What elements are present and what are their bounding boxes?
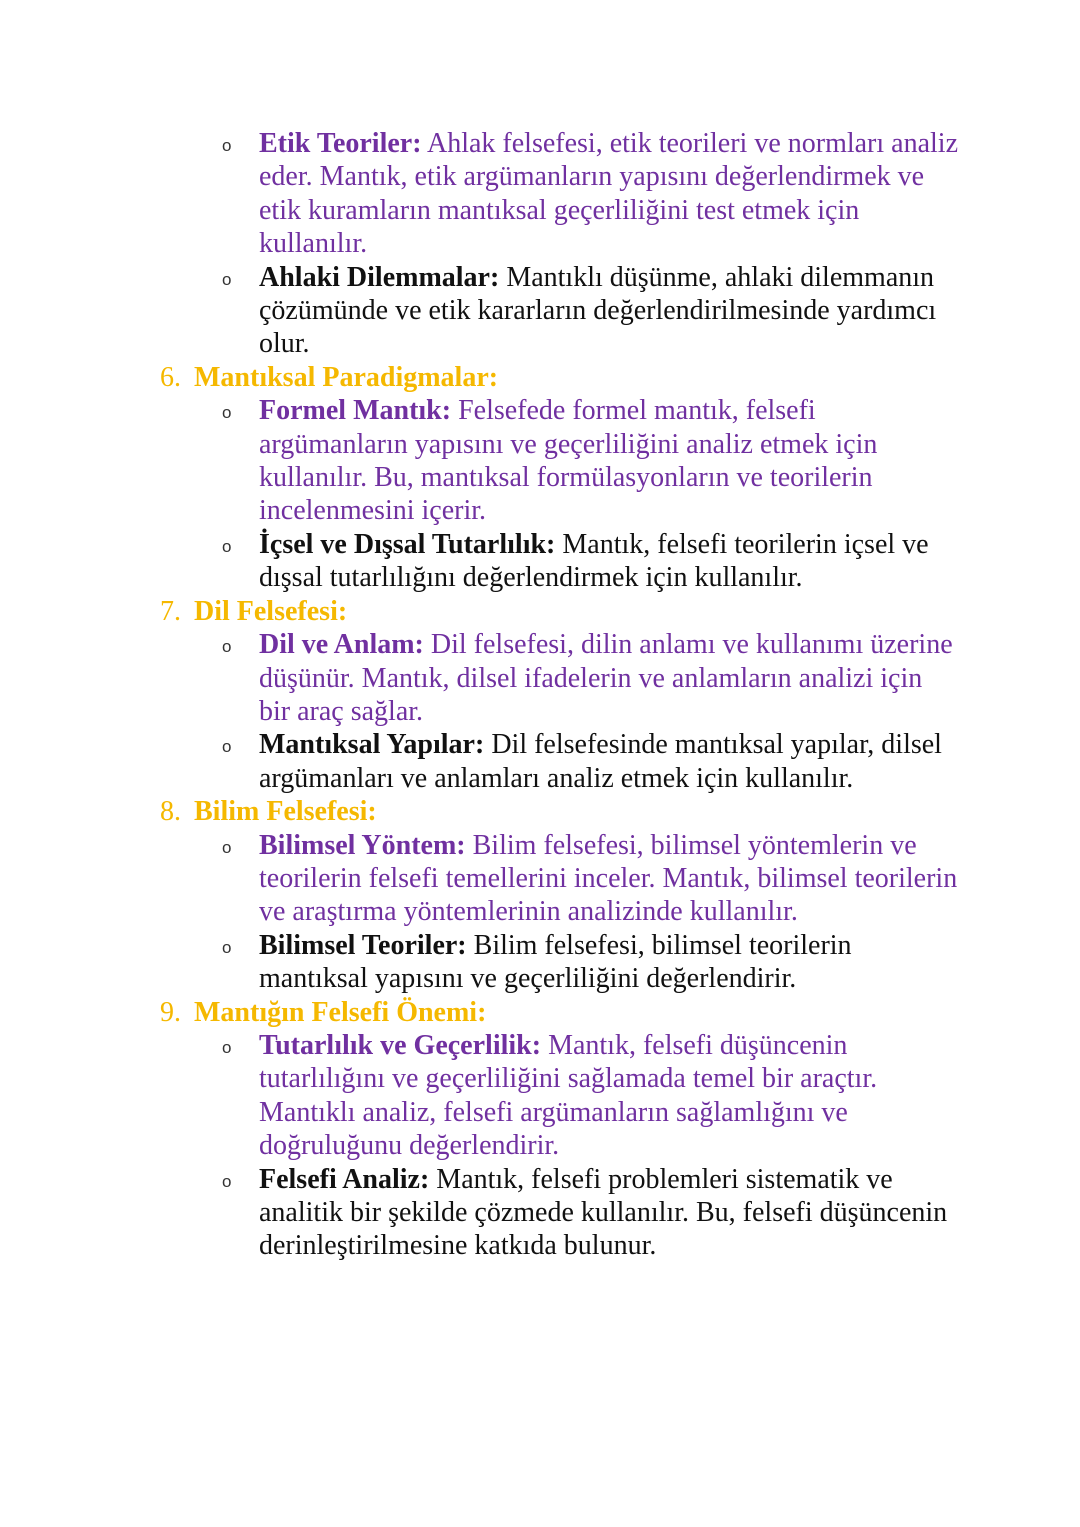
bullet-icon: o <box>222 403 232 423</box>
item-term: Formel Mantık: <box>259 395 452 427</box>
bullet-icon: o <box>222 536 232 556</box>
list-item-mantiksal-yapilar <box>160 728 960 795</box>
item-term: Felsefi Analiz: <box>259 1163 430 1195</box>
bullet-icon: o <box>222 737 232 757</box>
item-text: Felsefede formel mantık, felsefi argümanların yapısını ve geçerliliğini analiz etmek için kullanılır. Bu, mantıksal formülasyonların ve teorilerin incelenmesini içerir. <box>259 395 878 527</box>
section-heading-mantigin-felsefi-onemi <box>160 996 960 1029</box>
section-title: Mantığın Felsefi Önemi: <box>194 996 487 1028</box>
list-item-ahlaki-dilemmalar <box>160 261 960 361</box>
section-title: Dil Felsefesi: <box>194 595 348 627</box>
list-item-formel-mantik <box>160 394 960 528</box>
list-item-bilimsel-teoriler <box>160 929 960 996</box>
document-body <box>160 127 960 1263</box>
section-heading-dil-felsefesi <box>160 595 960 628</box>
item-text: Bilim felsefesi, bilimsel teorilerin mantıksal yapısını ve geçerliliğini değerlendirir. <box>259 929 852 995</box>
bullet-icon: o <box>222 837 232 857</box>
item-term: Dil ve Anlam: <box>259 629 424 661</box>
bullet-icon: o <box>222 1037 232 1057</box>
section-number: 9. <box>160 996 181 1028</box>
section-heading-mantiksal-paradigmalar <box>160 361 960 394</box>
item-text: Dil felsefesinde mantıksal yapılar, dilsel argümanları ve anlamları analiz etmek için kullanılır. <box>259 729 942 794</box>
list-item-icsel-dissal-tutarlilik <box>160 528 960 595</box>
bullet-icon: o <box>222 1171 232 1191</box>
item-term: Bilimsel Teoriler: <box>259 929 467 961</box>
bullet-icon: o <box>222 136 232 155</box>
section-title: Mantıksal Paradigmalar: <box>194 361 499 393</box>
item-term: Ahlaki Dilemmalar: <box>259 261 500 293</box>
item-text: Mantık, felsefi problemleri sistematik ve analitik bir şekilde çözmede kullanılır. Bu, felsefi düşüncenin derinleştirilmesine katkıda bulunur. <box>259 1163 948 1262</box>
bullet-icon: o <box>222 937 232 957</box>
item-term: İçsel ve Dışsal Tutarlılık: <box>259 528 556 560</box>
bullet-icon: o <box>222 637 232 657</box>
section-title: Bilim Felsefesi: <box>194 796 377 828</box>
item-text: Mantık, felsefi teorilerin içsel ve dışsal tutarlılığını değerlendirmek için kullanılır. <box>259 528 929 594</box>
list-item-felsefi-analiz <box>160 1163 960 1263</box>
section-number: 8. <box>160 796 181 828</box>
item-term: Tutarlılık ve Geçerlilik: <box>259 1029 542 1061</box>
list-item-bilimsel-yontem <box>160 829 960 929</box>
item-text: Ahlak felsefesi, etik teorileri ve normları analiz eder. Mantık, etik argümanların yapısını değerlendirmek ve etik kuramların mantıksal geçerliliğini test etmek için kullanılır. <box>259 128 959 260</box>
item-text: Mantıklı düşünme, ahlaki dilemmanın çözümünde ve etik kararların değerlendirilmesinde yardımcı olur. <box>259 261 937 360</box>
item-text: Bilim felsefesi, bilimsel yöntemlerin ve teorilerin felsefi temellerini inceler. Mantık, bilimsel teorilerin ve araştırma yöntemlerinin analizinde kullanılır. <box>259 829 958 928</box>
item-term: Etik Teoriler: <box>259 128 422 159</box>
list-item-etik-teoriler <box>160 127 960 261</box>
item-term: Mantıksal Yapılar: <box>259 729 485 761</box>
item-text: Mantık, felsefi düşüncenin tutarlılığını ve geçerliliğini sağlamada temel bir araçtır. Mantıklı analiz, felsefi argümanların sağlamlığını ve doğruluğunu değerlendirir. <box>259 1029 878 1162</box>
bullet-icon: o <box>222 269 232 289</box>
item-term: Bilimsel Yöntem: <box>259 829 466 861</box>
section-heading-bilim-felsefesi <box>160 795 960 828</box>
section-number: 7. <box>160 595 181 627</box>
list-item-dil-ve-anlam <box>160 628 960 728</box>
list-item-tutarlilik-ve-gecerlilik <box>160 1029 960 1163</box>
section-number: 6. <box>160 361 181 393</box>
item-text: Dil felsefesi, dilin anlamı ve kullanımı üzerine düşünür. Mantık, dilsel ifadelerin ve anlamların analizi için bir araç sağlar. <box>259 629 953 727</box>
